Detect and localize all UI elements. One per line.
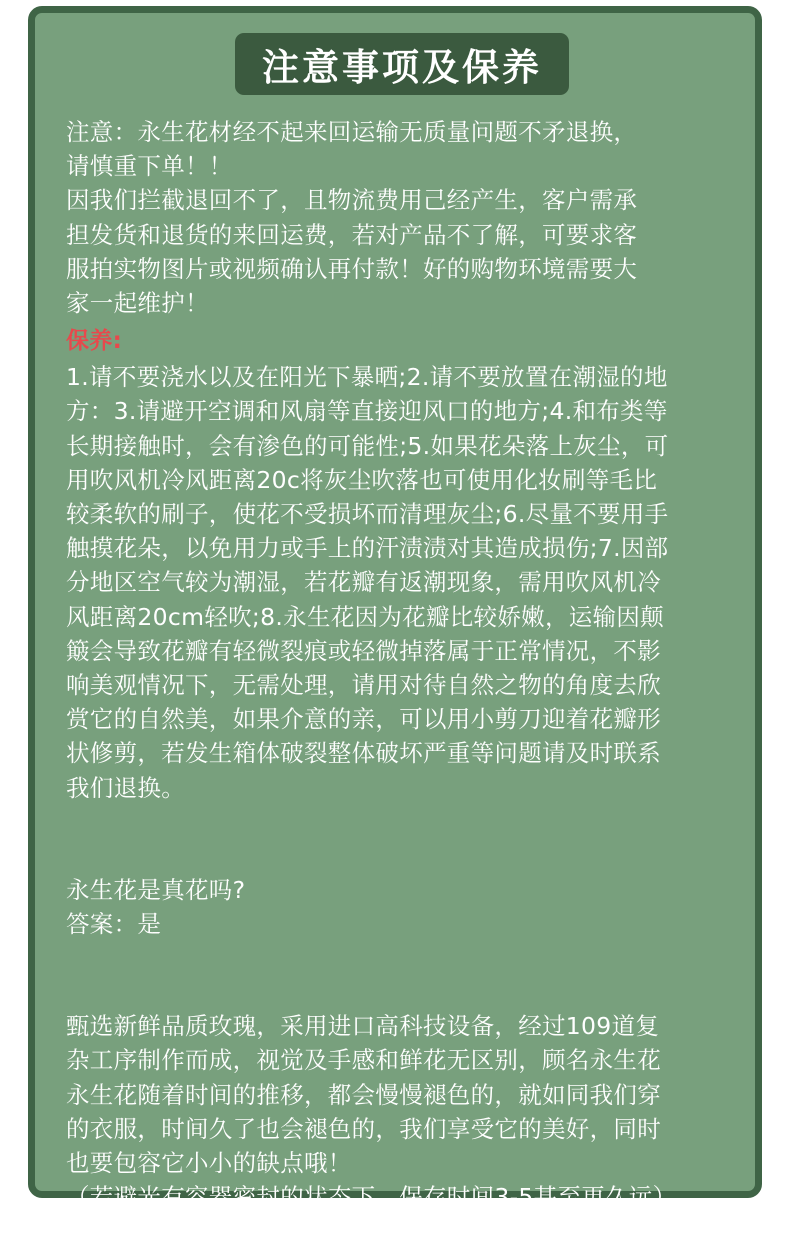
page-title: 注意事项及保养 — [262, 46, 542, 89]
notice-card — [28, 6, 762, 1212]
spacer — [66, 941, 741, 975]
spacer — [66, 975, 741, 1009]
title-banner — [235, 33, 569, 95]
faq-answer: 答案：是 — [66, 910, 162, 939]
notice-paragraph: 注意：永生花材经不起来回运输无质量问题不矛退换， 请慎重下单！！ 因我们拦截退回不了，且物流费用己经产生，客户需承 担发货和退货的来回运费，若对产品不了解，可要求客 服拍实物图片或视频确认再付款！好的购物环境需要大 家一起维护！ — [66, 118, 638, 318]
storage-note: （若避光有容器密封的状态下，保存时间3-5甚至更久远） — [66, 1183, 677, 1212]
faq-question: 永生花是真花吗? — [66, 875, 246, 904]
care-heading: 保养: — [66, 328, 123, 355]
spacer — [66, 805, 741, 839]
care-instructions: 1.请不要浇水以及在阳光下暴晒;2.请不要放置在潮湿的地 方：3.请避开空调和风扇等直接迎风口的地方;4.和布类等 长期接触时，会有渗色的可能性;5.如果花朵落上灰尘，可 用吹风机冷风距离20c将灰尘吹落也可使用化妆刷等毛比 较柔软的刷子，使花不受损坏而清理灰尘;6.尽量不要用手 触摸花朵，以免用力或手上的汗渍渍对其造成损伤;7.因部 分地区空气较为潮湿，若花瓣有返潮现象，需用吹风机冷 风距离20cm轻吹;8.永生花因为花瓣比较娇嫩，运输因颠 簸会导致花瓣有轻微裂痕或轻微掉落属于正常情况，不影 响美观情况下，无需处理，请用对待自然之物的角度去欣 赏它的自然美，如果介意的亲，可以用小剪刀迎着花瓣形 状修剪，若发生箱体破裂整体破坏严重等问题请及时联系 我们退换。 — [66, 363, 669, 802]
product-intro: 甄选新鲜品质玫瑰，采用进口高科技设备，经过109道复 杂工序制作而成，视觉及手感和鲜花无区别，顾名永生花 永生花随着时间的推移，都会慢慢褪色的，就如同我们穿 的衣服，时间久了也会褪色的，我们享受它的美好，同时 也要包容它小小的缺点哦！ — [66, 1012, 661, 1178]
content-body — [66, 115, 741, 1214]
spacer — [66, 839, 741, 873]
